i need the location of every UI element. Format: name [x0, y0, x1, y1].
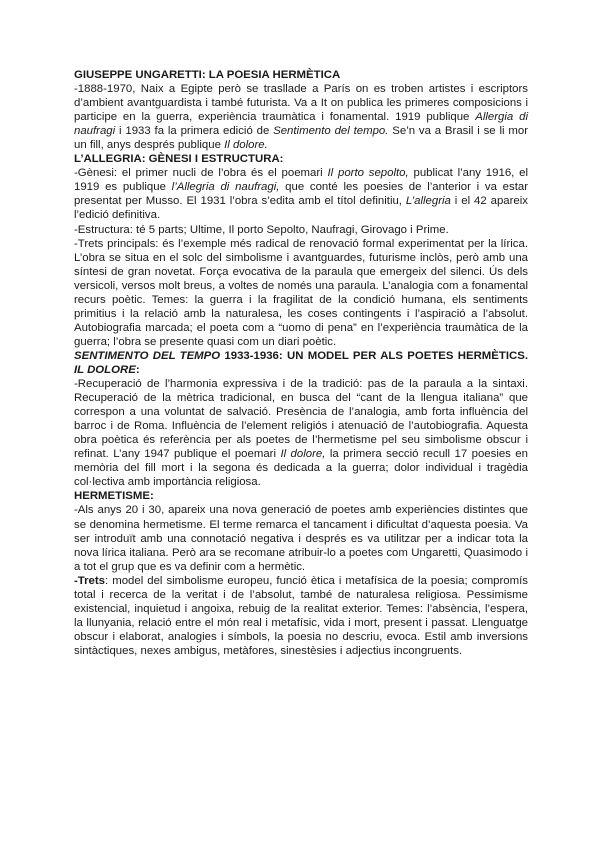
hermetisme-heading: HERMETISME:: [74, 490, 154, 503]
sentimento-text: -Recuperació de l’harmonia expressiva i de la tradició: pas de la paraula a la sintaxi. Recuperació de la mètrica tradicional, en busca del “cant de la llengua italiana” que correspon a una voluntat de salvació. Presència de l’analogia, amb forta influència del barroc i de Roma. Influència de l’element religiós i atenuació de l’autobiografia. Aquesta obra poètica és referència per als poetes de l’hermetisme pel seu simbolisme obscur i refinat. L’any 1947 publique el poemari: [74, 378, 528, 461]
bio-title-dolore: Il dolore.: [224, 139, 268, 152]
sentimento-paragraph: [74, 377, 528, 489]
sentimento-heading-text: 1933-1936: UN MODEL PER ALS POETES HERMÈTICS.: [220, 349, 529, 362]
allegria-heading: L’ALLEGRIA: GÈNESI I ESTRUCTURA:: [74, 153, 284, 166]
sentimento-text: la primera secció recull 17 poesies en memòria del fill mort i la segona és dedicada a la guerra; dolor individual i tragèdia col·lectiva amb importància religiosa.: [74, 448, 528, 489]
bio-text: -1888-1970, Naix a Egipte però se trasllade a París on es troben artistes i escriptors d’ambient avantguardista i també futurista. Va a It on publica les primeres composicions i participe en la guerra, experiència traumàtica i fonamental. 1919 publique: [74, 83, 528, 124]
sentimento-heading-title: SENTIMENTO DEL TEMPO: [74, 349, 221, 362]
genesi-text: -Gènesi: el primer nucli de l’obra és el poemari: [74, 167, 328, 180]
sentimento-title-dolore: Il dolore,: [280, 448, 326, 461]
genesi-paragraph: [74, 166, 528, 222]
sentimento-heading-dolore: IL DOLORE: [74, 363, 136, 376]
genesi-title-allegria-naufragi: l’Allegria di naufragi,: [171, 181, 280, 194]
bio-title-sentimento: Sentimento del tempo.: [273, 125, 389, 138]
sentimento-heading-colon: :: [135, 363, 140, 376]
trets-principals-paragraph: -Trets principals: és l’exemple més radical de renovació formal experimentat per la lírica. L’obra se situa en el solc del simbolisme i avantguardes, futurisme inclòs, però amb una síntesi de gran novetat. Força evocativa de la paraula que emergeix del silenci. Ús dels versicoli, versos molt breus, a voltes de només una paraula. L’analogia com a fonamental recurs poètic. Temes: la guerra i la fragilitat de la condició humana, els sentiments primitius i la relació amb la naturalesa, les coses contingents i l’aspiració a l’absolut. Autobiografia marcada; el poeta com a “uomo di pena” en l’experiència traumàtica de la guerra; l’obra se presente quasi com un diari poètic.: [74, 237, 528, 348]
genesi-title-allegria: L’allegria: [405, 195, 451, 208]
genesi-text: i el 42 apareix l’edició definitiva.: [74, 195, 528, 222]
genesi-text: que conté les poesies de l’anterior i va estar presentat per Musso. El 1931 l’obra s’edita amb el títol definitiu,: [74, 181, 528, 208]
estructura-paragraph: -Estructura: té 5 parts; Ultime, Il porto Sepolto, Naufragi, Girovago i Prime.: [74, 223, 449, 236]
sentimento-heading: [74, 349, 528, 377]
bio-title-allergia: Allergia di naufragi: [74, 111, 528, 138]
genesi-text: publicat l’any 1916, el 1919 es publique: [74, 167, 528, 194]
trets-text: : model del simbolisme europeu, funció ètica i metafísica de la poesia; compromís total i recerca de la veritat i de l’absolut, també de naturalesa religiosa. Pessimisme existencial, inquietud i angoixa, rebuig de la realitat exterior. Temes: l’absència, l’espera, la llunyania, relació entre el món real i metafísic, vida i mort, present i passat. Llenguatge obscur i elaborat, analogies i símbols, la poesia no descriu, evoca. Estil amb inversions sintàctiques, nexes ambigus, metàfores, sinestèsies i adjectius incongruents.: [74, 574, 528, 657]
trets-label: -Trets: [74, 574, 106, 587]
document-page: [74, 68, 528, 658]
bio-paragraph: [74, 82, 528, 152]
document-title: GIUSEPPE UNGARETTI: LA POESIA HERMÈTICA: [74, 69, 341, 81]
hermetisme-trets-paragraph: [74, 574, 528, 658]
bio-text: i 1933 fa la primera edició de: [115, 125, 274, 138]
genesi-title-porto: Il porto sepolto,: [327, 167, 409, 180]
hermetisme-paragraph: -Als anys 20 i 30, apareix una nova generació de poetes amb experiències distintes que se denomina hermetisme. El terme remarca el tancament i dificultat d’aquesta poesia. Va ser introduït amb una connotació negativa i després es va utilitzar per a indicar tota la nova lírica italiana. Però ara se recomane atribuir-lo a poetes com Ungaretti, Quasimodo i a tot el grup que es va definir com a hermètic.: [74, 504, 528, 573]
bio-text: Se’n va a Brasil i se li mor un fill, anys després publique: [74, 125, 528, 152]
